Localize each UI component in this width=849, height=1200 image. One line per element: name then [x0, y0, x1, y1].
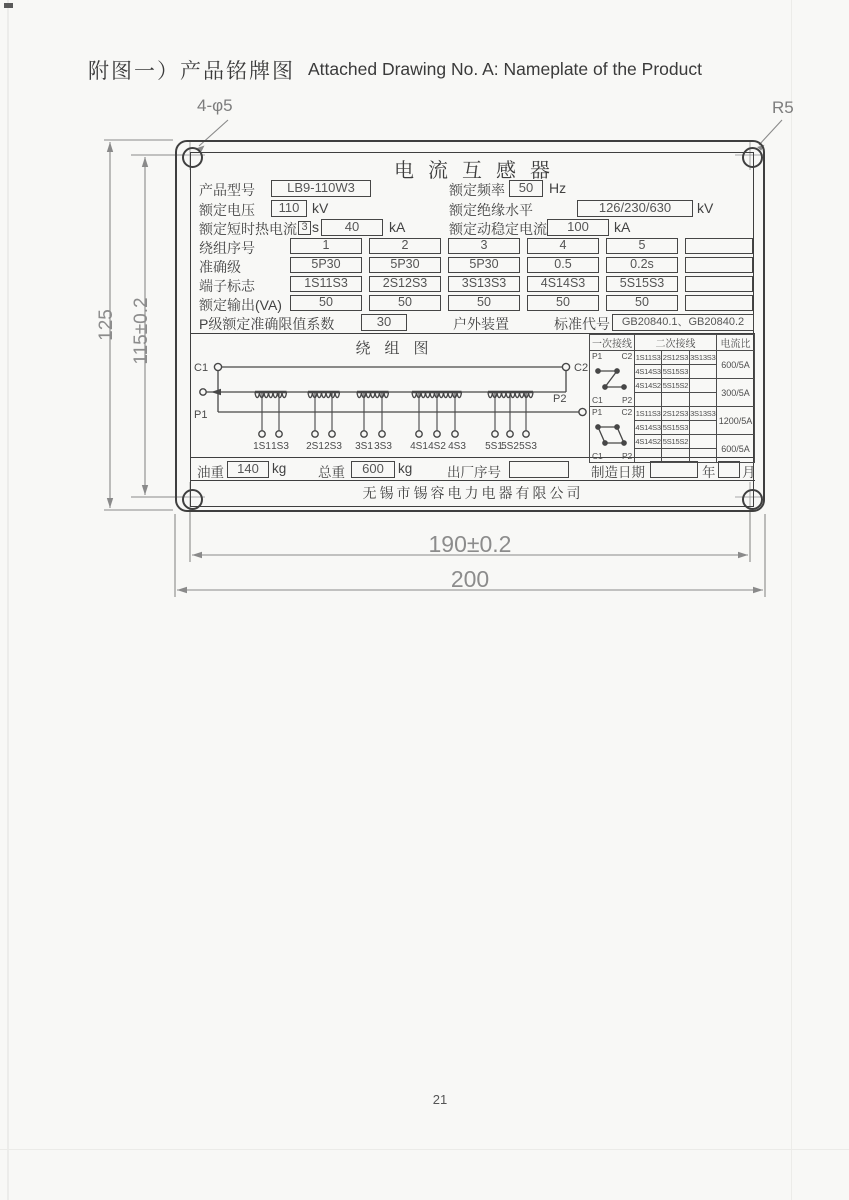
conn-cell: 3S13S3 [689, 351, 716, 365]
conn-cell: 1S11S3 [635, 351, 662, 365]
secondary-terminal-label: 3S3 [374, 441, 392, 452]
winding-diagram-title: 绕组图 [355, 340, 443, 357]
conn-cell: 4S14S2 [635, 379, 662, 393]
series-c2-label: C2 [621, 351, 632, 361]
secondary-terminal-label: 3S1 [355, 441, 373, 452]
accuracy-cell: 5P30 [369, 257, 441, 273]
rated-output-cell: 50 [448, 295, 520, 311]
freq-unit: Hz [549, 180, 567, 196]
conn-cell: 4S14S3 [635, 421, 662, 435]
serial-number-box [509, 461, 569, 478]
connection-table [589, 334, 755, 463]
conn-cell: 4S14S3 [635, 365, 662, 379]
insulation-label: 额定绝缘水平 [449, 202, 533, 218]
thermal-time-unit: s [312, 219, 319, 235]
conn-cell [689, 365, 716, 379]
standard-value: GB20840.1、GB20840.2 [612, 314, 754, 331]
nameplate-content [190, 152, 754, 507]
page-title-en: Attached Drawing No. A: Nameplate of the Product [308, 59, 702, 79]
holes-dimension-label: 4-φ5 [197, 96, 233, 115]
secondary-terminal-label: 2S3 [324, 441, 342, 452]
ratio-cell: 600/5A [717, 435, 755, 463]
parallel-p2-label: P2 [622, 451, 632, 461]
page-title-zh: 附图一）产品铭牌图 [88, 60, 295, 83]
serial-number-label: 出厂序号 [447, 465, 501, 480]
winding-no-cell: 1 [290, 238, 362, 254]
conn-cell [689, 379, 716, 393]
accuracy-cell: 0.5 [527, 257, 599, 273]
conn-cell [662, 393, 689, 407]
thermal-current-value: 40 [321, 219, 383, 236]
secondary-terminal-label: 2S1 [306, 441, 324, 452]
dynamic-current-value: 100 [547, 219, 609, 236]
conn-cell [689, 421, 716, 435]
terminal-mark-cell: 5S15S3 [606, 276, 678, 292]
total-weight-value: 600 [351, 461, 395, 478]
page-number: 21 [432, 1092, 448, 1107]
conn-cell: 4S14S2 [635, 435, 662, 449]
conn-cell: 5S15S2 [662, 435, 689, 449]
ratio-cell: 300/5A [717, 379, 755, 407]
conn-cell: 2S12S3 [662, 407, 689, 421]
series-c1-label: C1 [592, 395, 603, 405]
primary-connection-series [590, 351, 635, 407]
outdoor-label: 户外装置 [453, 316, 509, 332]
dim-width-inner: 190±0.2 [428, 531, 512, 557]
conn-cell [689, 393, 716, 407]
terminal-mark-label: 端子标志 [199, 278, 255, 294]
conn-header-secondary: 二次接线 [635, 335, 717, 351]
ratio-cell: 1200/5A [717, 407, 755, 435]
accuracy-label: 准确级 [199, 259, 241, 275]
winding-no-cell: 2 [369, 238, 441, 254]
standard-label: 标准代号 [554, 316, 610, 332]
nameplate-title: 电流互感器 [394, 160, 564, 182]
rated-output-cell: 50 [527, 295, 599, 311]
oil-weight-unit: kg [272, 461, 287, 476]
winding-no-cell: 3 [448, 238, 520, 254]
terminal-c1-label: C1 [194, 362, 209, 374]
thermal-time-value: 3 [298, 221, 311, 235]
total-weight-label: 总重 [318, 465, 345, 480]
year-label: 年 [702, 465, 716, 480]
terminal-p2-label: P2 [553, 393, 567, 405]
thermal-current-label: 额定短时热电流 [199, 221, 297, 237]
rated-output-cell: 50 [606, 295, 678, 311]
rated-output-cell: 50 [369, 295, 441, 311]
conn-cell [635, 393, 662, 407]
secondary-terminal-label: 5S3 [519, 441, 537, 452]
insulation-unit: kV [697, 200, 714, 216]
month-box [718, 461, 740, 478]
dynamic-current-unit: kA [614, 219, 631, 235]
secondary-terminal-label: 5S1 [485, 441, 503, 452]
conn-header-ratio: 电流比 [717, 335, 755, 351]
secondary-terminal-label: 5S2 [501, 441, 519, 452]
thermal-current-unit: kA [389, 219, 406, 235]
oil-weight-value: 140 [227, 461, 269, 478]
primary-connection-parallel [590, 407, 635, 463]
weights-row [191, 458, 755, 481]
dynamic-current-label: 额定动稳定电流 [449, 221, 547, 237]
winding-diagram [191, 334, 593, 457]
parallel-c2-label: C2 [621, 407, 632, 417]
voltage-unit: kV [312, 200, 329, 216]
model-label: 产品型号 [199, 182, 255, 198]
terminal-mark-cell: 4S14S3 [527, 276, 599, 292]
dim-height-inner: 115±0.2 [131, 297, 152, 365]
rated-output-cell [685, 295, 753, 311]
dim-width-outer: 200 [450, 566, 490, 592]
conn-cell: 1S11S3 [635, 407, 662, 421]
accuracy-limit-factor-label: P级额定准确限值系数 [199, 316, 335, 332]
manufacture-date-label: 制造日期 [591, 465, 645, 480]
conn-cell: 5S15S3 [662, 365, 689, 379]
voltage-value: 110 [271, 200, 307, 217]
freq-label: 额定频率 [449, 182, 505, 198]
conn-cell: 3S13S3 [689, 407, 716, 421]
dim-height-outer: 125 [96, 309, 117, 341]
terminal-mark-cell: 3S13S3 [448, 276, 520, 292]
winding-diagram-section [191, 333, 755, 461]
nameplate [175, 140, 765, 512]
corner-radius-label: R5 [772, 98, 794, 117]
total-weight-unit: kg [398, 461, 413, 476]
accuracy-limit-factor-value: 30 [361, 314, 407, 331]
secondary-terminal-label: 4S1 [410, 441, 428, 452]
winding-no-cell: 5 [606, 238, 678, 254]
rated-output-cell: 50 [290, 295, 362, 311]
series-p1-label: P1 [592, 351, 602, 361]
freq-value: 50 [509, 180, 543, 197]
company-name: 无锡市锡容电力电器有限公司 [362, 485, 584, 501]
manufacture-date-box [650, 461, 698, 478]
scan-corner-mark [4, 3, 13, 8]
terminal-c2-label: C2 [574, 362, 589, 374]
secondary-terminal-label: 4S3 [448, 441, 466, 452]
month-label: 月 [742, 465, 756, 480]
scan-artifact-bottom [0, 1149, 849, 1150]
conn-cell [689, 435, 716, 449]
voltage-label: 额定电压 [199, 202, 255, 218]
conn-header-primary: 一次接线 [590, 335, 635, 351]
conn-cell: 5S15S3 [662, 421, 689, 435]
conn-cell: 2S12S3 [662, 351, 689, 365]
insulation-value: 126/230/630 [577, 200, 693, 217]
secondary-terminal-label: 1S3 [271, 441, 289, 452]
accuracy-cell: 5P30 [290, 257, 362, 273]
series-p2-label: P2 [622, 395, 632, 405]
model-value: LB9-110W3 [271, 180, 371, 197]
secondary-terminal-label: 1S1 [253, 441, 271, 452]
terminal-mark-cell: 2S12S3 [369, 276, 441, 292]
secondary-terminal-label: 4S2 [428, 441, 446, 452]
parallel-c1-label: C1 [592, 451, 603, 461]
terminal-mark-cell [685, 276, 753, 292]
accuracy-cell: 0.2s [606, 257, 678, 273]
parallel-p1-label: P1 [592, 407, 602, 417]
winding-no-cell: 4 [527, 238, 599, 254]
terminal-p1-label: P1 [194, 409, 208, 421]
winding-no-label: 绕组序号 [199, 240, 255, 256]
oil-weight-label: 油重 [197, 465, 224, 480]
ratio-cell: 600/5A [717, 351, 755, 379]
series-connection-icon [592, 367, 630, 391]
terminal-mark-cell: 1S11S3 [290, 276, 362, 292]
parallel-connection-icon [592, 423, 630, 447]
rated-output-label: 额定输出(VA) [199, 297, 282, 313]
conn-cell: 5S15S2 [662, 379, 689, 393]
accuracy-cell [685, 257, 753, 273]
accuracy-cell: 5P30 [448, 257, 520, 273]
winding-no-cell [685, 238, 753, 254]
